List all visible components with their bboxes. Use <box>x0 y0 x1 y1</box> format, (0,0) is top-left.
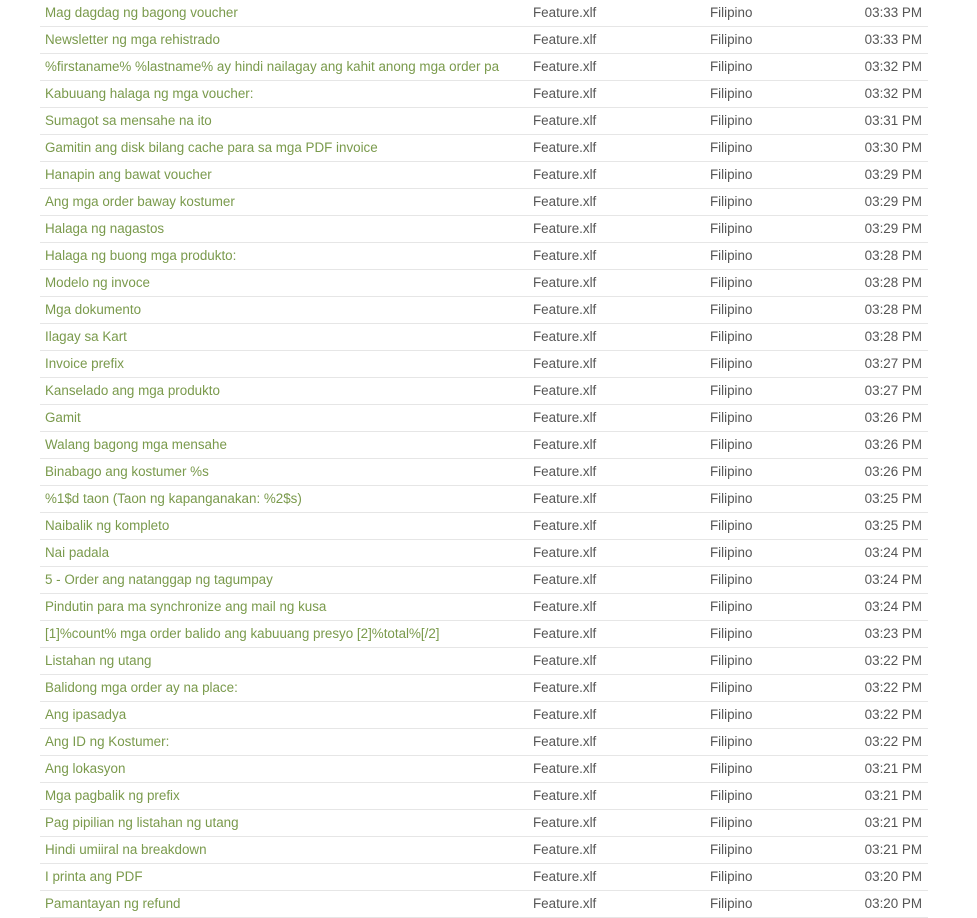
translation-string-link[interactable]: Gamit <box>45 410 81 425</box>
translation-string-link[interactable]: Kabuuang halaga ng mga voucher: <box>45 86 254 101</box>
translation-string-link[interactable]: Listahan ng utang <box>45 653 152 668</box>
language-name: Filipino <box>710 221 753 236</box>
file-name: Feature.xlf <box>533 356 597 371</box>
file-name: Feature.xlf <box>533 869 597 884</box>
file-name: Feature.xlf <box>533 734 597 749</box>
table-row <box>40 594 928 621</box>
translations-table <box>40 0 928 918</box>
translation-string-link[interactable]: Ang mga order baway kostumer <box>45 194 235 209</box>
language-name: Filipino <box>710 194 753 209</box>
timestamp: 03:21 PM <box>864 761 922 776</box>
table-row <box>40 729 928 756</box>
timestamp: 03:29 PM <box>864 194 922 209</box>
timestamp: 03:26 PM <box>864 410 922 425</box>
translation-string-link[interactable]: 5 - Order ang natanggap ng tagumpay <box>45 572 273 587</box>
language-name: Filipino <box>710 113 753 128</box>
translation-string-link[interactable]: Ilagay sa Kart <box>45 329 127 344</box>
table-row <box>40 702 928 729</box>
translation-string-link[interactable]: Ang lokasyon <box>45 761 126 776</box>
timestamp: 03:20 PM <box>864 896 922 911</box>
timestamp: 03:28 PM <box>864 329 922 344</box>
table-row <box>40 189 928 216</box>
file-name: Feature.xlf <box>533 707 597 722</box>
language-name: Filipino <box>710 410 753 425</box>
table-row <box>40 81 928 108</box>
language-name: Filipino <box>710 599 753 614</box>
timestamp: 03:28 PM <box>864 275 922 290</box>
table-row <box>40 135 928 162</box>
timestamp: 03:27 PM <box>864 383 922 398</box>
table-row <box>40 459 928 486</box>
file-name: Feature.xlf <box>533 437 597 452</box>
timestamp: 03:33 PM <box>864 5 922 20</box>
table-row <box>40 864 928 891</box>
file-name: Feature.xlf <box>533 896 597 911</box>
timestamp: 03:25 PM <box>864 491 922 506</box>
file-name: Feature.xlf <box>533 464 597 479</box>
language-name: Filipino <box>710 491 753 506</box>
table-row <box>40 297 928 324</box>
language-name: Filipino <box>710 329 753 344</box>
file-name: Feature.xlf <box>533 302 597 317</box>
table-row <box>40 108 928 135</box>
language-name: Filipino <box>710 680 753 695</box>
timestamp: 03:27 PM <box>864 356 922 371</box>
file-name: Feature.xlf <box>533 167 597 182</box>
language-name: Filipino <box>710 842 753 857</box>
table-row <box>40 621 928 648</box>
file-name: Feature.xlf <box>533 653 597 668</box>
language-name: Filipino <box>710 140 753 155</box>
file-name: Feature.xlf <box>533 113 597 128</box>
table-row <box>40 567 928 594</box>
translation-string-link[interactable]: Binabago ang kostumer %s <box>45 464 209 479</box>
language-name: Filipino <box>710 869 753 884</box>
translations-list <box>40 0 928 918</box>
translation-string-link[interactable]: Ang ipasadya <box>45 707 127 722</box>
translation-string-link[interactable]: Hanapin ang bawat voucher <box>45 167 212 182</box>
file-name: Feature.xlf <box>533 599 597 614</box>
table-row <box>40 54 928 81</box>
table-row <box>40 324 928 351</box>
translation-string-link[interactable]: Mag dagdag ng bagong voucher <box>45 5 238 20</box>
timestamp: 03:26 PM <box>864 464 922 479</box>
translation-string-link[interactable]: Sumagot sa mensahe na ito <box>45 113 212 128</box>
language-name: Filipino <box>710 383 753 398</box>
language-name: Filipino <box>710 32 753 47</box>
timestamp: 03:30 PM <box>864 140 922 155</box>
language-name: Filipino <box>710 86 753 101</box>
timestamp: 03:29 PM <box>864 167 922 182</box>
table-row <box>40 27 928 54</box>
language-name: Filipino <box>710 707 753 722</box>
file-name: Feature.xlf <box>533 194 597 209</box>
language-name: Filipino <box>710 437 753 452</box>
language-name: Filipino <box>710 815 753 830</box>
language-name: Filipino <box>710 896 753 911</box>
table-row <box>40 675 928 702</box>
timestamp: 03:32 PM <box>864 59 922 74</box>
table-row <box>40 270 928 297</box>
translation-string-link[interactable]: Hindi umiiral na breakdown <box>45 842 207 857</box>
file-name: Feature.xlf <box>533 32 597 47</box>
file-name: Feature.xlf <box>533 491 597 506</box>
language-name: Filipino <box>710 59 753 74</box>
translation-string-link[interactable]: Pindutin para ma synchronize ang mail ng kusa <box>45 599 327 614</box>
table-row <box>40 432 928 459</box>
timestamp: 03:20 PM <box>864 869 922 884</box>
timestamp: 03:29 PM <box>864 221 922 236</box>
timestamp: 03:24 PM <box>864 545 922 560</box>
file-name: Feature.xlf <box>533 140 597 155</box>
translation-string-link[interactable]: Mga pagbalik ng prefix <box>45 788 180 803</box>
table-row <box>40 810 928 837</box>
timestamp: 03:22 PM <box>864 680 922 695</box>
translation-string-link[interactable]: Walang bagong mga mensahe <box>45 437 227 452</box>
file-name: Feature.xlf <box>533 383 597 398</box>
language-name: Filipino <box>710 167 753 182</box>
language-name: Filipino <box>710 248 753 263</box>
language-name: Filipino <box>710 302 753 317</box>
language-name: Filipino <box>710 761 753 776</box>
translation-string-link[interactable]: Mga dokumento <box>45 302 142 317</box>
translation-string-link[interactable]: Modelo ng invoce <box>45 275 150 290</box>
file-name: Feature.xlf <box>533 680 597 695</box>
file-name: Feature.xlf <box>533 842 597 857</box>
table-row <box>40 243 928 270</box>
timestamp: 03:23 PM <box>864 626 922 641</box>
translation-string-link[interactable]: Halaga ng buong mga produkto: <box>45 248 237 263</box>
file-name: Feature.xlf <box>533 275 597 290</box>
translation-string-link[interactable]: Balidong mga order ay na place: <box>45 680 238 695</box>
language-name: Filipino <box>710 275 753 290</box>
language-name: Filipino <box>710 734 753 749</box>
table-row <box>40 783 928 810</box>
language-name: Filipino <box>710 5 753 20</box>
translation-string-link[interactable]: [1]%count% mga order balido ang kabuuang presyo [2]%total%[/2] <box>45 626 440 641</box>
table-row <box>40 486 928 513</box>
translation-string-link[interactable]: I printa ang PDF <box>45 869 143 884</box>
file-name: Feature.xlf <box>533 572 597 587</box>
translation-string-link[interactable]: Nai padala <box>45 545 110 560</box>
timestamp: 03:21 PM <box>864 815 922 830</box>
table-row <box>40 837 928 864</box>
language-name: Filipino <box>710 653 753 668</box>
language-name: Filipino <box>710 518 753 533</box>
language-name: Filipino <box>710 356 753 371</box>
file-name: Feature.xlf <box>533 329 597 344</box>
translation-string-link[interactable]: Gamitin ang disk bilang cache para sa mga PDF invoice <box>45 140 378 155</box>
table-row <box>40 351 928 378</box>
language-name: Filipino <box>710 545 753 560</box>
file-name: Feature.xlf <box>533 59 597 74</box>
timestamp: 03:21 PM <box>864 788 922 803</box>
timestamp: 03:31 PM <box>864 113 922 128</box>
table-row <box>40 513 928 540</box>
file-name: Feature.xlf <box>533 248 597 263</box>
timestamp: 03:28 PM <box>864 302 922 317</box>
file-name: Feature.xlf <box>533 518 597 533</box>
timestamp: 03:32 PM <box>864 86 922 101</box>
file-name: Feature.xlf <box>533 86 597 101</box>
translation-string-link[interactable]: Newsletter ng mga rehistrado <box>45 32 220 47</box>
language-name: Filipino <box>710 626 753 641</box>
timestamp: 03:28 PM <box>864 248 922 263</box>
file-name: Feature.xlf <box>533 221 597 236</box>
translation-string-link[interactable]: %firstaname% %lastname% ay hindi nailagay ang kahit anong mga order pa <box>45 59 500 74</box>
file-name: Feature.xlf <box>533 545 597 560</box>
timestamp: 03:22 PM <box>864 707 922 722</box>
file-name: Feature.xlf <box>533 410 597 425</box>
language-name: Filipino <box>710 464 753 479</box>
translation-string-link[interactable]: Kanselado ang mga produkto <box>45 383 220 398</box>
table-row <box>40 162 928 189</box>
table-row <box>40 756 928 783</box>
timestamp: 03:22 PM <box>864 653 922 668</box>
table-row <box>40 648 928 675</box>
language-name: Filipino <box>710 788 753 803</box>
translation-string-link[interactable]: Halaga ng nagastos <box>45 221 165 236</box>
language-name: Filipino <box>710 572 753 587</box>
timestamp: 03:21 PM <box>864 842 922 857</box>
file-name: Feature.xlf <box>533 626 597 641</box>
file-name: Feature.xlf <box>533 788 597 803</box>
translation-string-link[interactable]: Pag pipilian ng listahan ng utang <box>45 815 239 830</box>
timestamp: 03:26 PM <box>864 437 922 452</box>
translation-string-link[interactable]: Pamantayan ng refund <box>45 896 181 911</box>
timestamp: 03:22 PM <box>864 734 922 749</box>
timestamp: 03:33 PM <box>864 32 922 47</box>
translation-string-link[interactable]: %1$d taon (Taon ng kapanganakan: %2$s) <box>45 491 302 506</box>
table-row <box>40 0 928 27</box>
table-row <box>40 216 928 243</box>
table-row <box>40 540 928 567</box>
timestamp: 03:24 PM <box>864 599 922 614</box>
translation-string-link[interactable]: Ang ID ng Kostumer: <box>45 734 170 749</box>
translation-string-link[interactable]: Invoice prefix <box>45 356 124 371</box>
file-name: Feature.xlf <box>533 761 597 776</box>
file-name: Feature.xlf <box>533 5 597 20</box>
table-row <box>40 378 928 405</box>
file-name: Feature.xlf <box>533 815 597 830</box>
timestamp: 03:25 PM <box>864 518 922 533</box>
table-row <box>40 405 928 432</box>
timestamp: 03:24 PM <box>864 572 922 587</box>
translation-string-link[interactable]: Naibalik ng kompleto <box>45 518 170 533</box>
